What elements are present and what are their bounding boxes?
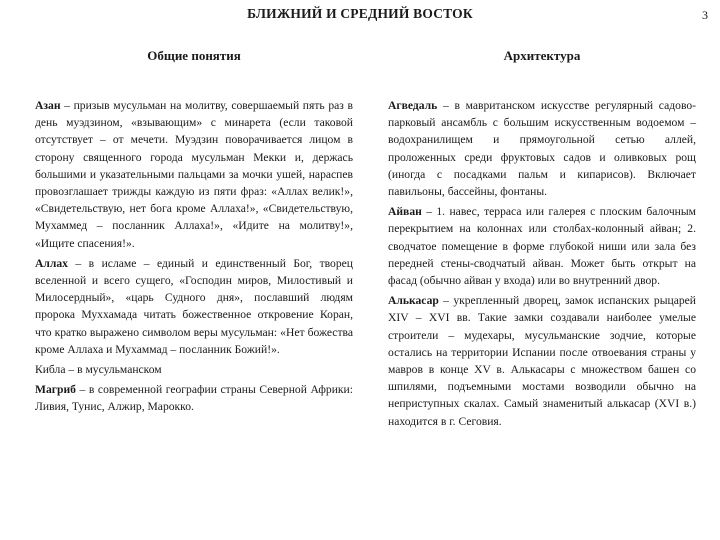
entry-term: Алькасар <box>388 294 439 308</box>
entry-term: Айван <box>388 205 422 219</box>
glossary-entry-alcazar <box>388 292 696 430</box>
glossary-entry-allah <box>35 255 353 358</box>
glossary-entry-aivan <box>388 203 696 289</box>
entry-definition: Кибла – в мусульманском <box>35 363 162 377</box>
entry-term: Азан <box>35 99 61 112</box>
left-column <box>35 48 353 419</box>
glossary-entry-agvedal <box>388 97 696 200</box>
glossary-entry-maghreb <box>35 381 353 415</box>
glossary-entry-kibla <box>35 361 353 378</box>
page-number: 3 <box>702 8 708 22</box>
glossary-entry-azan <box>35 97 353 252</box>
entry-definition: – 1. навес, терраса или галерея с плоским балочным перекрытием на колоннах или столбах-колонный айван; 2. сводчатое помещение в форме глубокой ниши или зала без передней стены-сводчатый айван. Может быть открыт на фасад (обычно айван у входа) или во внутренний двор. <box>388 205 696 288</box>
entry-definition: – укрепленный дворец, замок испанских рыцарей XIV – XVI вв. Такие замки создавали наиболее умелые строители – мудехары, мусульманские зодчие, которые остались на территории Испании после отвоевания страны у мавров в конце XV в. Алькасары с множеством башен со шпилями, подъемными мостами возводили обычно на неприступных скалах. Самый знаменитый алькасар (XVI в.) находится в г. Сеговия. <box>388 294 696 428</box>
page-title: БЛИЖНИЙ И СРЕДНИЙ ВОСТОК <box>247 6 473 21</box>
entry-term: Аллах <box>35 256 68 270</box>
entry-definition: – в исламе – единый и единственный Бог, творец вселенной и всего сущего, «Господин миров, Милостивый и Милосердный», «царь Судного дня», пославший людям пророка Муххамада читать божественное откровение Коран, что кратко выражено символом веры мусульман: «Нет божества кроме Аллаха и Мухаммад – посланник Божий!». <box>35 256 353 356</box>
entry-definition: – в современной географии страны Северной Африки: Ливия, Тунис, Алжир, Марокко. <box>35 383 353 414</box>
entry-definition: – в мавританском искусстве регулярный садово-парковый ансамбль с большим искусственным водоемом – водохранилищем и прямоугольной сетью аллей, проложенных среди фруктовых садов и оливковых рощ (иногда с посадками пальм и кипарисов). Включает павильоны, бассейны, фонтаны. <box>388 99 696 199</box>
entry-term: Магриб <box>35 383 76 397</box>
right-column <box>388 48 696 433</box>
entry-definition: – призыв мусульман на молитву, совершаемый пять раз в день муэдзином, «взывающим» с минарета (если таковой отсутствует – от мечети. Муэдзин поворачивается лицом в сторону священного города мусульман Мекки и, держась большими и указательными пальцами за мочки ушей, нараспев провозглашает трижды каждую из пяти фраз: «Аллах велик!», «Свидетельствую, нет бога кроме Аллаха!», «Свидетельствую, Мухаммед – посланник Аллаха!», «Идите на молитву!», «Ищите спасения!». <box>35 99 353 250</box>
left-column-heading: Общие понятия <box>147 48 241 63</box>
entry-term: Агведаль <box>388 99 438 112</box>
right-column-heading: Архитектура <box>503 48 581 63</box>
